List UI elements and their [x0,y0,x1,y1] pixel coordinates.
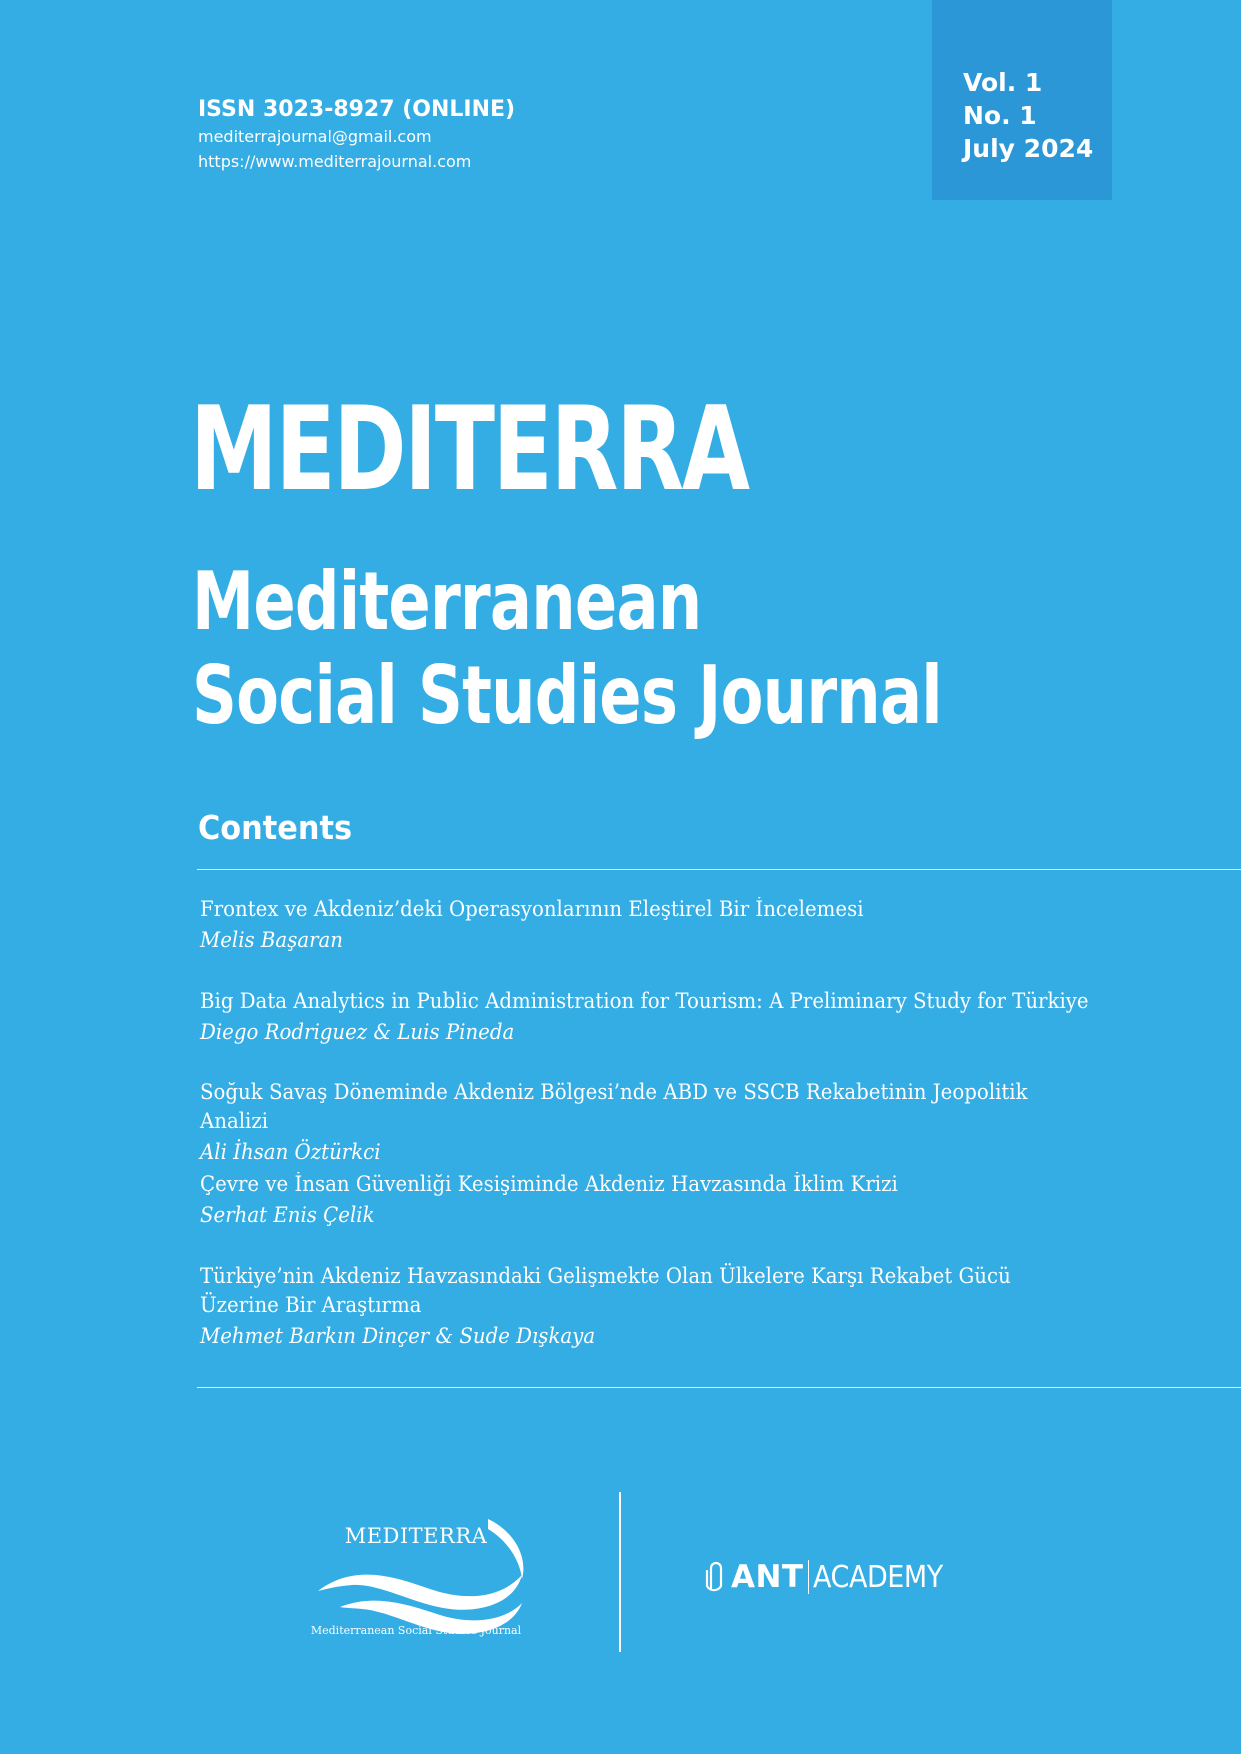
publisher-name-bold: ANT [731,1559,804,1595]
logo-wordmark: MEDITERRA [344,1524,488,1548]
issue-number: No. 1 [963,101,1037,130]
article-title: Big Data Analytics in Public Administration for Tourism: A Preliminary Study for Türkiye [200,989,1089,1013]
article-entry [200,1262,1090,1353]
article-entry [200,1170,1090,1232]
article-entry [200,1078,1090,1169]
contents-bottom-divider [197,1387,1241,1388]
issue-volume: Vol. 1 [963,68,1043,97]
subtitle-line-1: Mediterranean [192,555,702,648]
article-entry [200,895,1090,957]
issn: ISSN 3023-8927 (ONLINE) [198,97,516,122]
article-authors: Diego Rodriguez & Luis Pineda [200,1020,515,1044]
publisher-separator [808,1560,810,1594]
subtitle-line-2: Social Studies Journal [192,649,942,742]
issue-date: July 2024 [963,134,1094,163]
article-authors: Mehmet Barkın Dinçer & Sude Dışkaya [200,1324,596,1348]
mediterra-logo [300,1505,540,1665]
journal-subtitle [192,555,942,743]
article-title: Frontex ve Akdeniz’deki Operasyonlarının Eleştirel Bir İncelemesi [200,897,864,921]
article-title: Çevre ve İnsan Güvenliği Kesişiminde Akdeniz Havzasında İklim Krizi [200,1172,898,1196]
article-title: Soğuk Savaş Döneminde Akdeniz Bölgesi’nde ABD ve SSCB Rekabetinin Jeopolitik Analizi [200,1080,1028,1133]
wave-crest-icon [488,1519,523,1579]
article-entry [200,987,1090,1049]
ant-academy-logo [705,1552,957,1602]
publisher-name-light: ACADEMY [813,1559,943,1595]
website-url: https://www.mediterrajournal.com [198,152,472,171]
journal-info [198,96,515,174]
contents-top-divider [197,869,1241,870]
article-authors: Ali İhsan Öztürkci [200,1140,381,1164]
contents-heading: Contents [198,808,353,847]
issue-box [932,0,1112,200]
footer-divider [619,1492,621,1652]
paperclip-icon [705,1559,727,1595]
article-authors: Melis Başaran [200,928,344,952]
logo-caption: Mediterranean Social Studies Journal [310,1624,522,1637]
contact-email: mediterrajournal@gmail.com [198,127,432,146]
article-title: Türkiye’nin Akdeniz Havzasındaki Gelişmekte Olan Ülkelere Karşı Rekabet Gücü Üzerine Bir Araştırma [200,1264,1011,1317]
journal-brand: MEDITERRA [190,382,748,517]
article-authors: Serhat Enis Çelik [200,1203,375,1227]
